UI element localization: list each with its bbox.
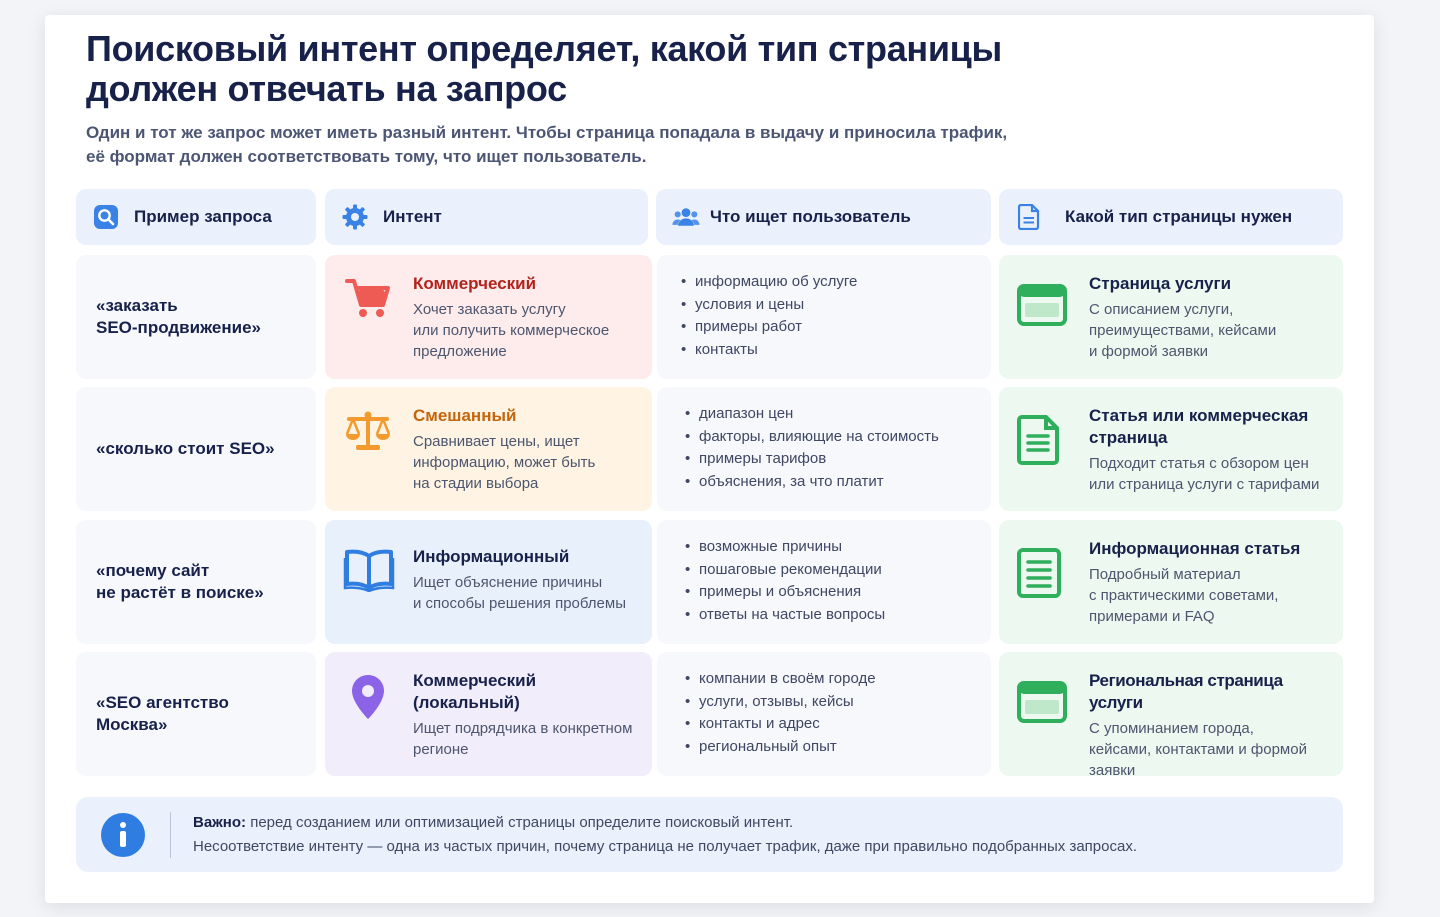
wants-item: • примеры и объяснения — [685, 581, 979, 604]
subtitle-line: её формат должен соответствовать тому, что ищет пользователь. — [86, 147, 647, 166]
intent-cell-informational — [325, 520, 652, 644]
intent-desc: Ищет объяснение причины — [413, 574, 603, 591]
users-icon — [672, 203, 700, 231]
query-text: «сколько стоит SEO» — [96, 439, 275, 458]
header-intent-label: Интент — [383, 207, 442, 226]
page-type-desc: С упоминанием города, — [1089, 720, 1254, 737]
intent-name: Коммерческий — [413, 671, 537, 690]
cart-icon — [343, 275, 393, 325]
page-title — [86, 29, 1186, 109]
intent-desc: на стадии выбора — [413, 475, 539, 492]
wants-item: • ответы на частые вопросы — [685, 604, 979, 627]
page-type-desc: кейсами, контактами и формой — [1089, 741, 1307, 758]
intent-cell-mixed — [325, 387, 652, 511]
wants-list — [681, 271, 979, 361]
wants-item: • объяснения, за что платит — [685, 471, 979, 494]
header-page — [999, 189, 1343, 245]
wants-list — [685, 668, 979, 758]
intent-name: (локальный) — [413, 693, 520, 712]
page-type-title: Информационная статья — [1089, 539, 1301, 558]
page-type-title: Региональная страница услуги — [1089, 671, 1283, 712]
wants-list — [685, 403, 979, 493]
header-wants-label: Что ищет пользователь — [710, 207, 911, 226]
query-cell — [76, 520, 316, 644]
intent-desc: и способы решения проблемы — [413, 595, 626, 612]
wants-item: • факторы, влияющие на стоимость — [685, 426, 979, 449]
note-bold: Важно: — [193, 813, 247, 831]
page-type-title: Страница услуги — [1089, 274, 1232, 293]
intent-desc: Сравнивает цены, ищет — [413, 433, 580, 450]
title-line: Поисковый интент определяет, какой тип страницы — [86, 28, 1002, 69]
query-text: Москва» — [96, 715, 168, 734]
info-icon — [100, 812, 146, 858]
query-text: «заказать — [96, 296, 178, 315]
gear-icon — [341, 203, 369, 231]
page-type-desc: или страница услуги с тарифами — [1089, 476, 1320, 493]
map-pin-icon — [343, 672, 393, 722]
wants-item: • примеры работ — [681, 316, 979, 339]
wants-item: • диапазон цен — [685, 403, 979, 426]
page-type-desc: и формой заявки — [1089, 343, 1209, 360]
wants-cell — [657, 652, 991, 776]
wants-item: • примеры тарифов — [685, 448, 979, 471]
wants-item: • услуги, отзывы, кейсы — [685, 691, 979, 714]
page-type-desc: примерами и FAQ — [1089, 608, 1215, 625]
wants-item: • условия и цены — [681, 294, 979, 317]
query-cell — [76, 255, 316, 379]
wants-item: • контакты и адрес — [685, 713, 979, 736]
page-type-title: страница — [1089, 428, 1168, 447]
query-cell — [76, 387, 316, 511]
book-icon — [343, 548, 393, 598]
document-icon — [1015, 203, 1043, 231]
title-line: должен отвечать на запрос — [86, 68, 567, 109]
browser-window-icon — [1017, 680, 1067, 730]
wants-cell — [657, 255, 991, 379]
infographic-card — [45, 15, 1374, 903]
intent-desc: Хочет заказать услугу — [413, 301, 566, 318]
header-intent — [325, 189, 648, 245]
intent-desc: предложение — [413, 343, 507, 360]
page-cell — [999, 255, 1343, 379]
wants-item: • возможные причины — [685, 536, 979, 559]
intent-cell-local — [325, 652, 652, 776]
page-type-desc: Подходит статья с обзором цен — [1089, 455, 1309, 472]
wants-item: • информацию об услуге — [681, 271, 979, 294]
browser-window-icon — [1017, 283, 1067, 333]
intent-desc: или получить коммерческое — [413, 322, 610, 339]
page-type-title: Статья или коммерческая — [1089, 406, 1309, 425]
intent-name: Информационный — [413, 547, 570, 566]
header-query — [76, 189, 316, 245]
query-text: SEO-продвижение» — [96, 318, 261, 337]
intent-name: Смешанный — [413, 406, 517, 425]
page-type-desc: Подробный материал — [1089, 566, 1241, 583]
query-text: «SEO агентство — [96, 693, 229, 712]
page-subtitle — [86, 121, 1146, 169]
intent-name: Коммерческий — [413, 274, 537, 293]
header-query-label: Пример запроса — [134, 207, 272, 226]
important-note — [76, 797, 1343, 872]
page-type-desc: С описанием услуги, — [1089, 301, 1234, 318]
subtitle-line: Один и тот же запрос может иметь разный интент. Чтобы страница попадала в выдачу и приносила трафик, — [86, 123, 1008, 142]
page-cell — [999, 387, 1343, 511]
intent-desc: информацию, может быть — [413, 454, 596, 471]
page-cell — [999, 652, 1343, 779]
note-divider — [170, 812, 171, 858]
note-line2: Несоответствие интенту — одна из частых причин, почему страница не получает трафик, даже при правильно подобранных запросах. — [193, 837, 1137, 855]
wants-item: • контакты — [681, 339, 979, 362]
page-type-desc: с практическими советами, — [1089, 587, 1279, 604]
query-text: не растёт в поиске» — [96, 583, 264, 602]
search-icon — [92, 203, 120, 231]
page-type-desc: преимуществами, кейсами — [1089, 322, 1277, 339]
document-lines-icon — [1017, 548, 1067, 598]
note-line1: перед созданием или оптимизацией страницы определите поисковый интент. — [246, 813, 794, 831]
intent-desc: регионе — [413, 741, 469, 758]
header-page-label: Какой тип страницы нужен — [1065, 207, 1293, 226]
wants-cell — [657, 520, 991, 644]
wants-item: • региональный опыт — [685, 736, 979, 759]
header-wants — [656, 189, 991, 245]
intent-cell-commercial — [325, 255, 652, 379]
page-cell — [999, 520, 1343, 644]
wants-list — [685, 536, 979, 626]
query-text: «почему сайт — [96, 561, 210, 580]
wants-cell — [657, 387, 991, 511]
query-cell — [76, 652, 316, 776]
intent-desc: Ищет подрядчика в конкретном — [413, 720, 633, 737]
scales-icon — [343, 407, 393, 457]
document-lines-icon — [1017, 415, 1067, 465]
wants-item: • компании в своём городе — [685, 668, 979, 691]
page-type-desc: заявки — [1089, 762, 1136, 779]
wants-item: • пошаговые рекомендации — [685, 559, 979, 582]
